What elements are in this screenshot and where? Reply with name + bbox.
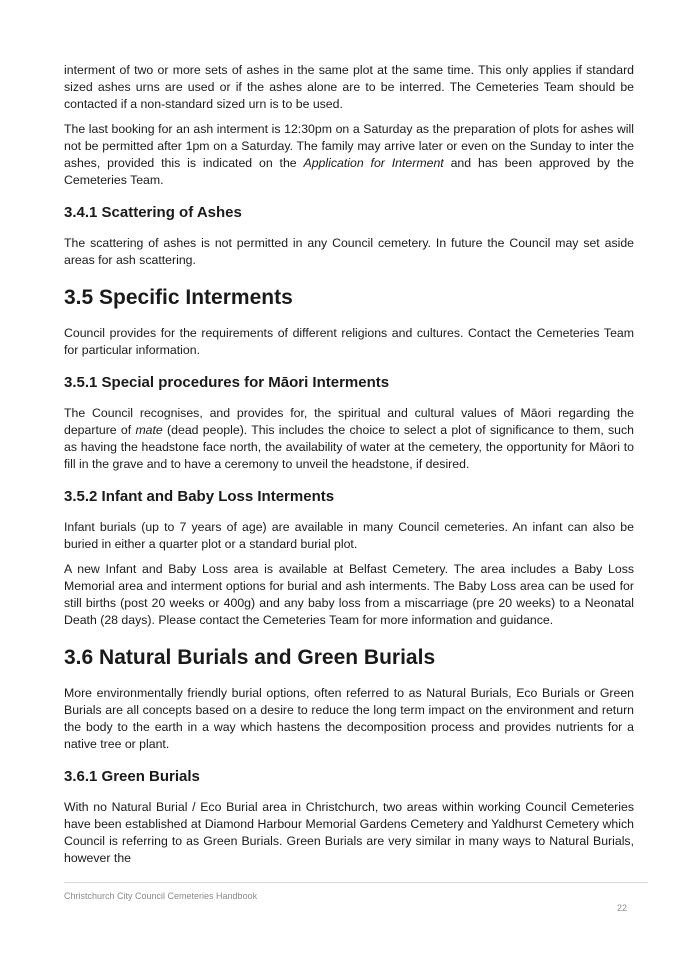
paragraph-infant-burials: Infant burials (up to 7 years of age) are available in many Council cemeteries. An infant can also be buried in either a quarter plot or a standard burial plot. xyxy=(64,520,634,551)
text-span: and has been approved by the Cemeteries Team. xyxy=(64,156,635,187)
heading-maori-interments: 3.5.1 Special procedures for Māori Interments xyxy=(64,374,390,391)
italic-term: mate xyxy=(135,423,163,437)
footer-divider xyxy=(64,882,648,883)
heading-green-burials: 3.6.1 Green Burials xyxy=(64,768,200,785)
document-body xyxy=(64,62,634,875)
heading-specific-interments: 3.5 Specific Interments xyxy=(64,286,293,309)
paragraph-ash-booking xyxy=(64,121,634,189)
text-span: (dead people). This includes the choice to select a plot of significance to them, such as having the headstone face north, the availability of water at the cemetery, the opportunity for Māori to fill in the grave and to have a ceremony to unveil the headstone, if desired. xyxy=(64,423,634,471)
footer-title: Christchurch City Council Cemeteries Handbook xyxy=(64,891,258,901)
italic-form-name: Application for Interment xyxy=(303,156,444,170)
paragraph-scattering: The scattering of ashes is not permitted in any Council cemetery. In future the Council may set aside areas for ash scattering. xyxy=(64,236,634,267)
text-span: The Council recognises, and provides for, the spiritual and cultural values of Māori regarding the departure of xyxy=(64,406,634,437)
paragraph-natural-burials: More environmentally friendly burial options, often referred to as Natural Burials, Eco Burials or Green Burials are all concepts based on a desire to reduce the long term impact on the environment and return the body to the earth in a way which hastens the decomposition process and provides nutrients for a native tree or plant. xyxy=(64,686,634,751)
paragraph-baby-loss-area: A new Infant and Baby Loss area is available at Belfast Cemetery. The area includes a Baby Loss Memorial area and interment options for burial and ash interments. The Baby Loss area can be used for still births (post 20 weeks or 400g) and any baby loss from a miscarriage (pre 20 weeks) to a Neonatal Death (28 days). Please contact the Cemeteries Team for more information and guidance. xyxy=(64,562,634,627)
paragraph-ashes-plot: interment of two or more sets of ashes in the same plot at the same time. This only applies if standard sized ashes urns are used or if the ashes alone are to be interred. The Cemeteries Team should be contacted if a non-standard sized urn is to be used. xyxy=(64,63,634,111)
paragraph-maori-interments xyxy=(64,405,634,473)
page-number: 22 xyxy=(617,903,628,913)
text-span: The last booking for an ash interment is 12:30pm on a Saturday as the preparation of plots for ashes will not be permitted after 1pm on a Saturday. The family may arrive later or even on the Sunday to inter the ashes, provided this is indicated on the xyxy=(64,122,634,170)
heading-infant-baby-loss: 3.5.2 Infant and Baby Loss Interments xyxy=(64,488,335,505)
paragraph-green-burials: With no Natural Burial / Eco Burial area in Christchurch, two areas within working Council Cemeteries have been established at Diamond Harbour Memorial Gardens Cemetery and Yaldhurst Cemetery which Council is referring to as Green Burials. Green Burials are very similar in many ways to Natural Burials, however the xyxy=(64,800,634,865)
heading-natural-green-burials: 3.6 Natural Burials and Green Burials xyxy=(64,646,436,669)
paragraph-specific-interments: Council provides for the requirements of different religions and cultures. Contact the Cemeteries Team for particular information. xyxy=(64,326,634,357)
heading-scattering-of-ashes: 3.4.1 Scattering of Ashes xyxy=(64,204,242,221)
